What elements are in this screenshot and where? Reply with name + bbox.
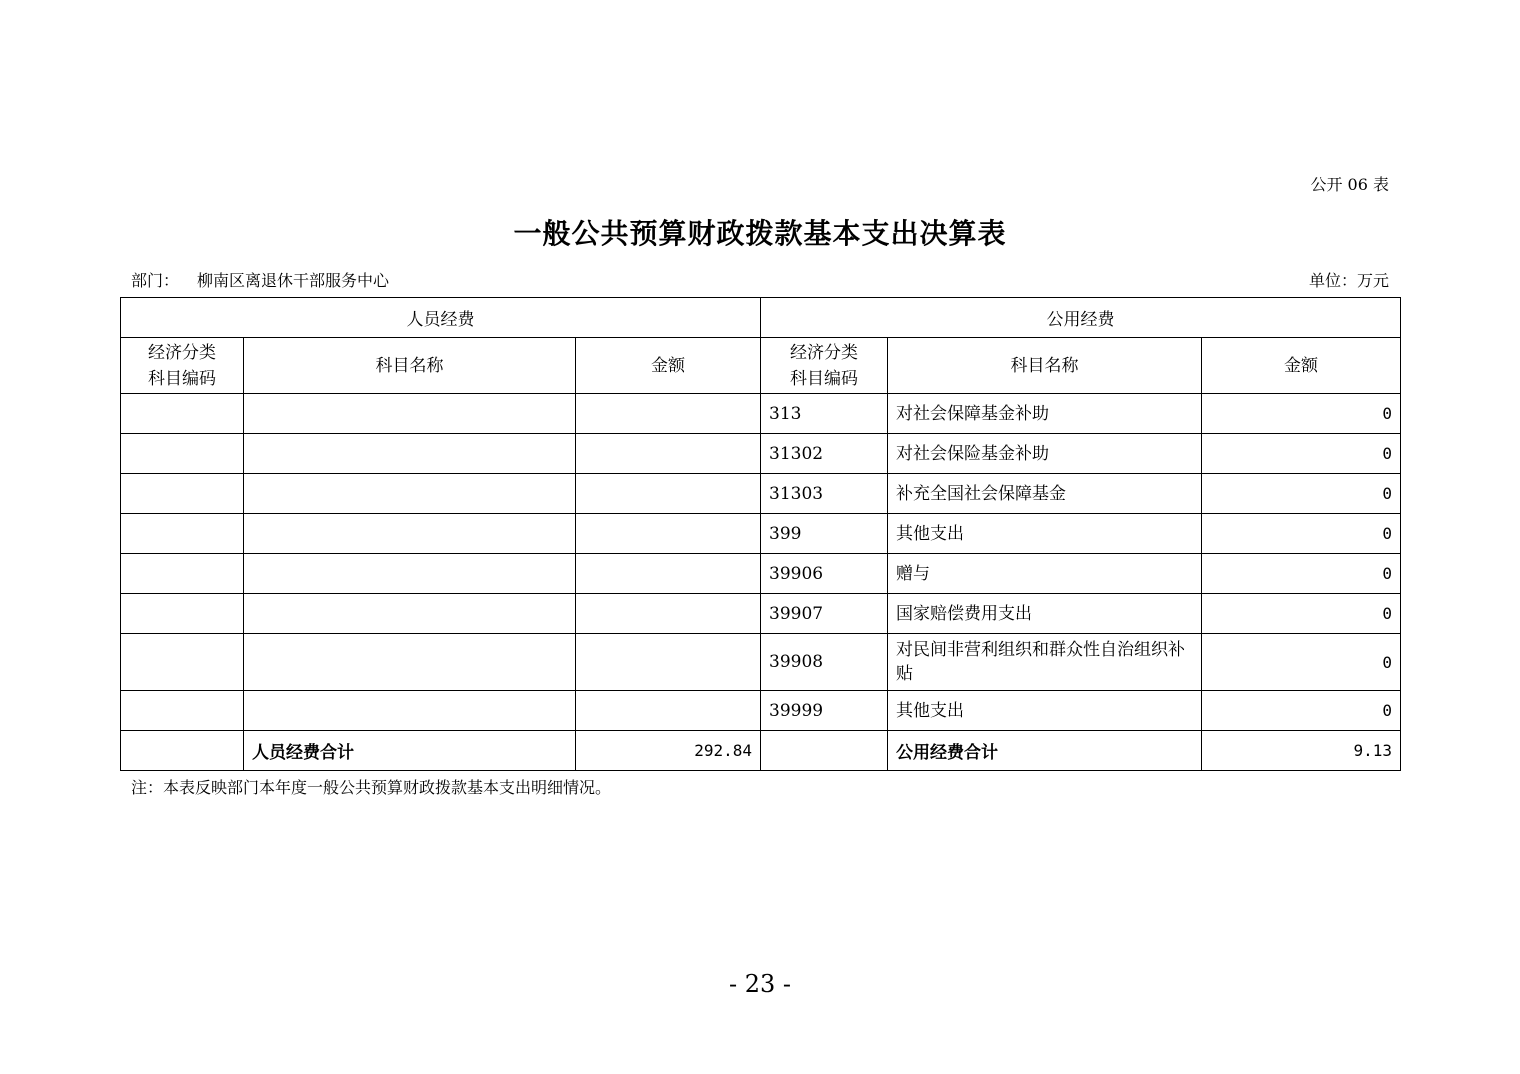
public-amount-cell: 0: [1202, 594, 1401, 634]
group-personnel-header: 人员经费: [121, 298, 761, 338]
public-total-code-cell: [761, 731, 888, 771]
public-amount-cell: 0: [1202, 434, 1401, 474]
public-code-cell: 31302: [761, 434, 888, 474]
group-header-row: [121, 298, 1401, 338]
personnel-amount-cell: [576, 434, 761, 474]
personnel-name-cell: [244, 594, 576, 634]
public-code-cell: 39906: [761, 554, 888, 594]
public-code-cell: 39907: [761, 594, 888, 634]
personnel-code-cell: [121, 554, 244, 594]
public-amount-cell: 0: [1202, 691, 1401, 731]
column-header-code: [761, 338, 888, 394]
unit-label: 单位：万元: [1308, 271, 1389, 290]
personnel-amount-cell: [576, 514, 761, 554]
personnel-code-cell: [121, 691, 244, 731]
column-header-name: 科目名称: [244, 338, 576, 394]
public-name-cell: 对社会保险基金补助: [888, 434, 1202, 474]
table-row: [121, 394, 1401, 434]
public-code-cell: 39999: [761, 691, 888, 731]
public-amount-cell: 0: [1202, 514, 1401, 554]
column-header-amount: 金额: [1202, 338, 1401, 394]
department-line: [131, 268, 389, 291]
public-total-amount: 9.13: [1202, 731, 1401, 771]
personnel-code-cell: [121, 634, 244, 691]
public-code-cell: 313: [761, 394, 888, 434]
column-header-amount: 金额: [576, 338, 761, 394]
personnel-name-cell: [244, 554, 576, 594]
public-name-cell: 其他支出: [888, 514, 1202, 554]
personnel-code-cell: [121, 434, 244, 474]
public-name-cell: 其他支出: [888, 691, 1202, 731]
public-total-label: 公用经费合计: [888, 731, 1202, 771]
personnel-amount-cell: [576, 691, 761, 731]
personnel-total-label: 人员经费合计: [244, 731, 576, 771]
page-title: 一般公共预算财政拨款基本支出决算表: [513, 217, 1007, 250]
personnel-code-cell: [121, 594, 244, 634]
public-amount-cell: 0: [1202, 554, 1401, 594]
personnel-name-cell: [244, 434, 576, 474]
personnel-code-cell: [121, 474, 244, 514]
public-name-cell: 对民间非营利组织和群众性自治组织补贴: [888, 634, 1202, 691]
budget-table: [120, 297, 1401, 771]
column-header-code-line2: 科目编码: [790, 368, 859, 389]
public-amount-cell: 0: [1202, 474, 1401, 514]
personnel-name-cell: [244, 634, 576, 691]
column-header-row: [121, 338, 1401, 394]
public-name-cell: 国家赔偿费用支出: [888, 594, 1202, 634]
personnel-total-amount: 292.84: [576, 731, 761, 771]
public-amount-cell: 0: [1202, 394, 1401, 434]
personnel-name-cell: [244, 514, 576, 554]
column-header-code: [121, 338, 244, 394]
table-row: [121, 554, 1401, 594]
public-code-cell: 399: [761, 514, 888, 554]
public-name-cell: 补充全国社会保障基金: [888, 474, 1202, 514]
table-row: [121, 434, 1401, 474]
department-label: 部门：: [131, 271, 180, 290]
footnote: 注：本表反映部门本年度一般公共预算财政拨款基本支出明细情况。: [131, 778, 612, 797]
table-row: [121, 634, 1401, 691]
personnel-code-cell: [121, 514, 244, 554]
public-code-cell: 39908: [761, 634, 888, 691]
column-header-code-line1: 经济分类: [790, 342, 859, 363]
table-row: [121, 691, 1401, 731]
personnel-name-cell: [244, 394, 576, 434]
totals-row: [121, 731, 1401, 771]
public-code-cell: 31303: [761, 474, 888, 514]
table-row: [121, 474, 1401, 514]
personnel-amount-cell: [576, 474, 761, 514]
personnel-amount-cell: [576, 554, 761, 594]
column-header-code-line2: 科目编码: [148, 368, 216, 389]
group-public-header: 公用经费: [761, 298, 1401, 338]
column-header-code-line1: 经济分类: [148, 342, 216, 363]
table-row: [121, 514, 1401, 554]
page-number: - 23 -: [728, 970, 791, 998]
personnel-name-cell: [244, 474, 576, 514]
personnel-amount-cell: [576, 594, 761, 634]
table-code: 公开 06 表: [1310, 175, 1389, 194]
public-amount-cell: 0: [1202, 634, 1401, 691]
personnel-code-cell: [121, 394, 244, 434]
public-name-cell: 赠与: [888, 554, 1202, 594]
table-row: [121, 594, 1401, 634]
personnel-amount-cell: [576, 634, 761, 691]
department-name: 柳南区离退休干部服务中心: [197, 271, 390, 290]
column-header-name: 科目名称: [888, 338, 1202, 394]
personnel-total-code-cell: [121, 731, 244, 771]
personnel-name-cell: [244, 691, 576, 731]
public-name-cell: 对社会保障基金补助: [888, 394, 1202, 434]
personnel-amount-cell: [576, 394, 761, 434]
